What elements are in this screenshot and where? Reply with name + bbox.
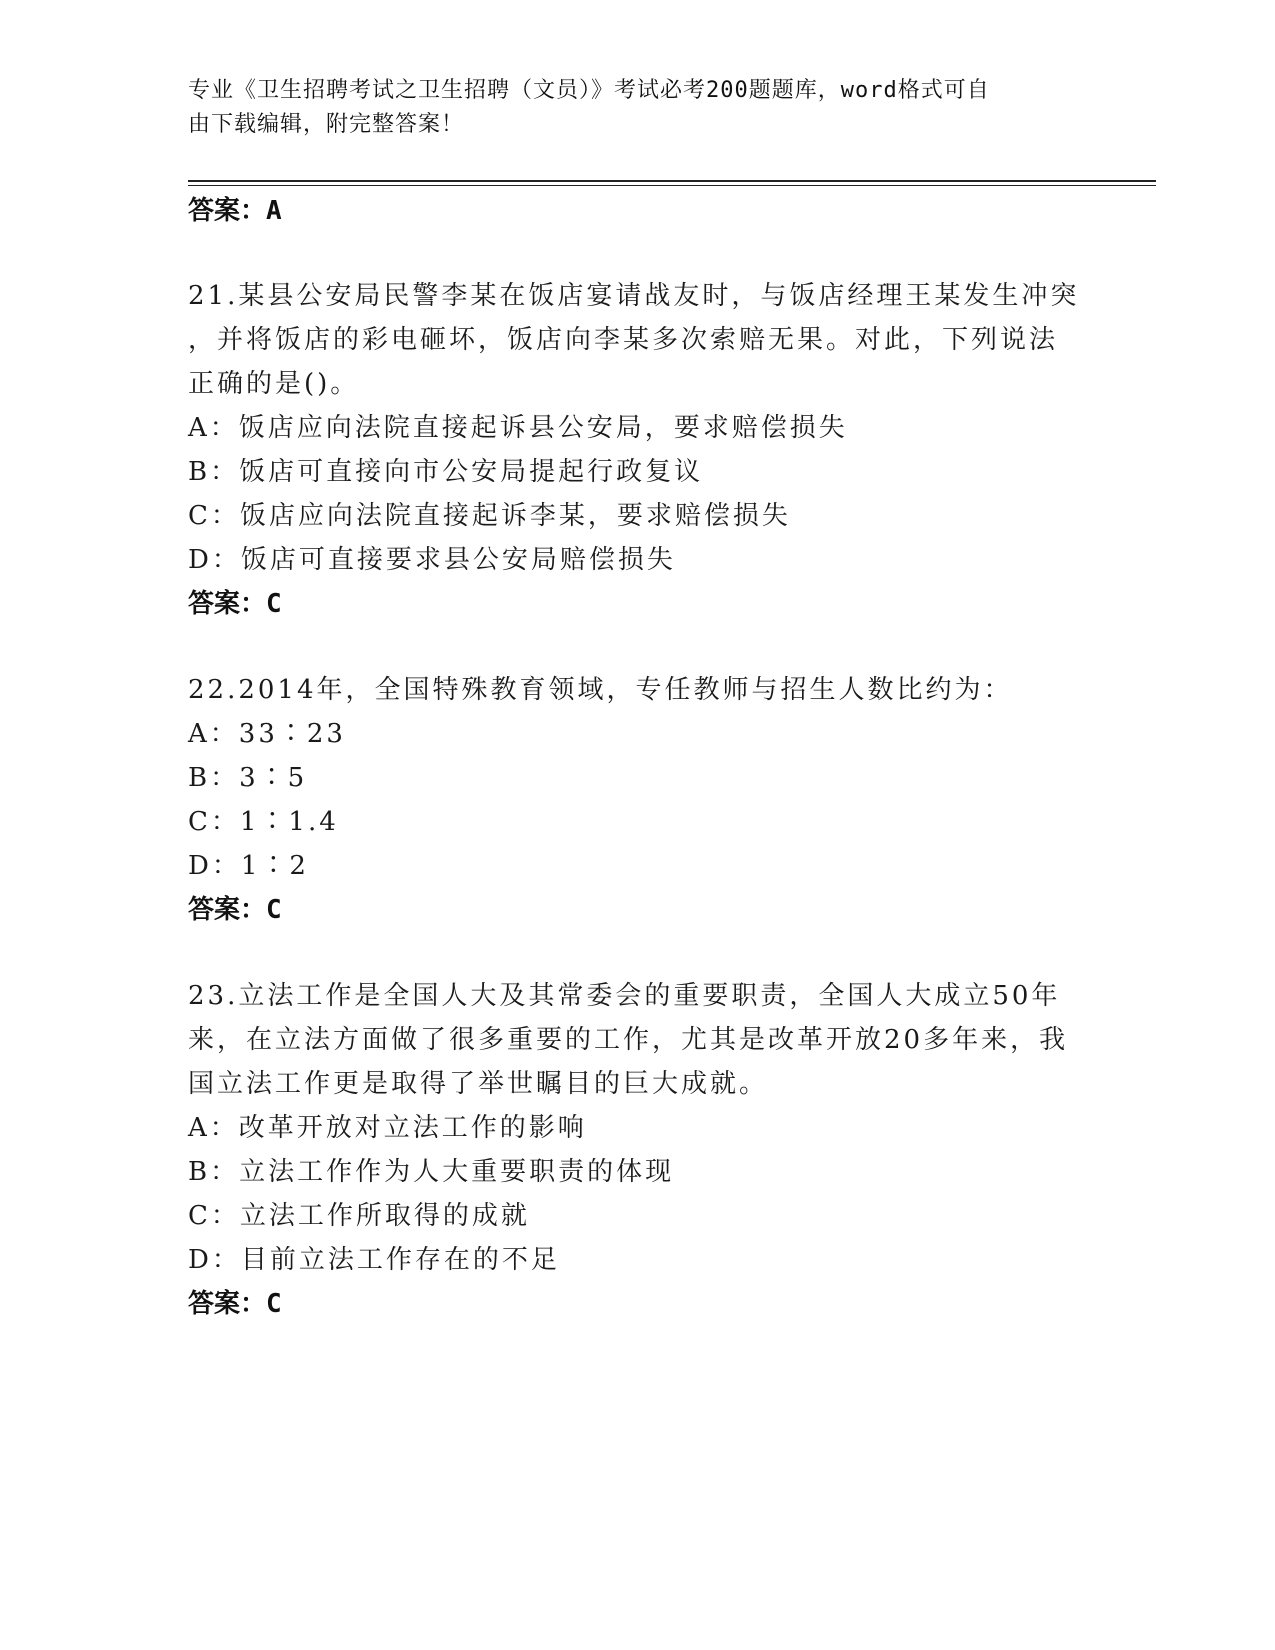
option-c: C：1∶1.4 [188, 807, 339, 837]
question-text-line: ，并将饭店的彩电砸坏，饭店向李某多次索赔无果。对此，下列说法 [188, 325, 1059, 355]
answer-line [188, 583, 282, 620]
option-c: C：立法工作所取得的成就 [188, 1201, 530, 1231]
option-b: B：饭店可直接向市公安局提起行政复议 [188, 457, 704, 487]
option-c: C：饭店应向法院直接起诉李某，要求赔偿损失 [188, 501, 791, 531]
answer-label: 答案： [188, 196, 267, 226]
question-text-line: 21.某县公安局民警李某在饭店宴请战友时，与饭店经理王某发生冲突 [188, 281, 1080, 311]
question-text-line: 国立法工作更是取得了举世瞩目的巨大成就。 [188, 1069, 769, 1099]
question-text-line: 正确的是()。 [188, 369, 360, 399]
question-text-line: 23.立法工作是全国人大及其常委会的重要职责，全国人大成立50年 [188, 981, 1061, 1011]
option-a: A：33∶23 [188, 719, 346, 749]
document-header [188, 74, 1068, 142]
option-d: D：1∶2 [188, 851, 309, 881]
answer-value: A [266, 196, 282, 226]
option-d: D：目前立法工作存在的不足 [188, 1245, 560, 1275]
header-line-1: 专业《卫生招聘考试之卫生招聘（文员）》考试必考200题题库，word格式可自 [188, 78, 990, 103]
answer-line-prev [188, 190, 282, 227]
header-divider-thick [188, 180, 1156, 182]
option-a: A：饭店应向法院直接起诉县公安局，要求赔偿损失 [188, 413, 848, 443]
answer-line [188, 889, 282, 926]
answer-value: C [266, 1289, 282, 1319]
question-text-line: 来，在立法方面做了很多重要的工作，尤其是改革开放20多年来，我 [188, 1025, 1069, 1055]
question-text-line: 22.2014年，全国特殊教育领域，专任教师与招生人数比约为： [188, 675, 1013, 705]
option-d: D：饭店可直接要求县公安局赔偿损失 [188, 545, 676, 575]
option-a: A：改革开放对立法工作的影响 [188, 1113, 587, 1143]
option-b: B：立法工作作为人大重要职责的体现 [188, 1157, 675, 1187]
header-divider-thin [188, 185, 1156, 186]
answer-value: C [266, 589, 282, 619]
answer-label: 答案： [188, 589, 267, 619]
answer-value: C [266, 895, 282, 925]
answer-label: 答案： [188, 895, 267, 925]
answer-line [188, 1283, 282, 1320]
answer-label: 答案： [188, 1289, 267, 1319]
header-line-2: 由下载编辑，附完整答案！ [188, 112, 465, 137]
option-b: B：3∶5 [188, 763, 308, 793]
